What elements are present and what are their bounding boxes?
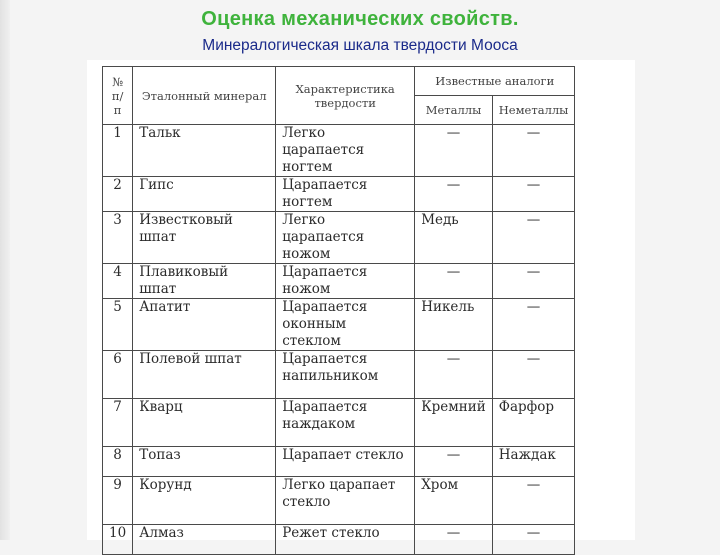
row-number: 1 <box>103 125 133 177</box>
slide-subtitle: Минералогическая шкала твердости Мооса <box>202 37 518 54</box>
table-row <box>103 264 575 299</box>
slide-title: Оценка механических свойств. <box>201 8 519 30</box>
row-nonmetals: — <box>492 351 575 399</box>
row-characteristic: Царапается наждаком <box>276 399 415 447</box>
row-characteristic: Царапается ногтем <box>276 177 415 212</box>
row-characteristic: Легко царапается ногтем <box>276 125 415 177</box>
row-mineral: Плавиковый шпат <box>133 264 276 299</box>
table-row <box>103 399 575 447</box>
row-characteristic: Легко царапается ножом <box>276 212 415 264</box>
table-row <box>103 177 575 212</box>
row-number: 3 <box>103 212 133 264</box>
row-nonmetals: — <box>492 177 575 212</box>
header-metals: Металлы <box>415 96 493 125</box>
row-metals: — <box>415 525 493 555</box>
row-nonmetals: — <box>492 299 575 351</box>
row-nonmetals: — <box>492 212 575 264</box>
row-number: 8 <box>103 447 133 477</box>
row-metals: Хром <box>415 477 493 525</box>
row-number: 5 <box>103 299 133 351</box>
row-number: 2 <box>103 177 133 212</box>
row-metals: — <box>415 264 493 299</box>
row-metals: — <box>415 351 493 399</box>
header-number: № п/п <box>103 67 133 125</box>
table-row <box>103 351 575 399</box>
row-metals: Никель <box>415 299 493 351</box>
table-row <box>103 447 575 477</box>
row-metals: — <box>415 447 493 477</box>
header-analogs: Известные аналоги <box>415 67 575 96</box>
row-characteristic: Царапается оконным стеклом <box>276 299 415 351</box>
row-characteristic: Царапает стекло <box>276 447 415 477</box>
left-decor-bar <box>0 0 10 540</box>
row-mineral: Кварц <box>133 399 276 447</box>
row-metals: Медь <box>415 212 493 264</box>
row-characteristic: Режет стекло <box>276 525 415 555</box>
row-number: 4 <box>103 264 133 299</box>
table-row <box>103 212 575 264</box>
row-number: 10 <box>103 525 133 555</box>
row-mineral: Топаз <box>133 447 276 477</box>
header-mineral: Эталонный минерал <box>133 67 276 125</box>
row-nonmetals: — <box>492 525 575 555</box>
row-mineral: Тальк <box>133 125 276 177</box>
row-nonmetals: Фарфор <box>492 399 575 447</box>
row-nonmetals: — <box>492 264 575 299</box>
row-characteristic: Царапается ножом <box>276 264 415 299</box>
row-characteristic: Царапается напильником <box>276 351 415 399</box>
row-number: 9 <box>103 477 133 525</box>
row-metals: — <box>415 177 493 212</box>
table-row <box>103 477 575 525</box>
row-number: 6 <box>103 351 133 399</box>
mohs-hardness-table <box>102 66 575 555</box>
row-metals: — <box>415 125 493 177</box>
row-mineral: Корунд <box>133 477 276 525</box>
row-mineral: Гипс <box>133 177 276 212</box>
row-nonmetals: — <box>492 125 575 177</box>
header-characteristic: Характеристика твердости <box>276 67 415 125</box>
row-mineral: Полевой шпат <box>133 351 276 399</box>
row-mineral: Апатит <box>133 299 276 351</box>
row-mineral: Известковый шпат <box>133 212 276 264</box>
row-number: 7 <box>103 399 133 447</box>
header-nonmetals: Неметаллы <box>492 96 575 125</box>
table-row <box>103 299 575 351</box>
table-body <box>103 125 575 555</box>
row-nonmetals: — <box>492 477 575 525</box>
row-metals: Кремний <box>415 399 493 447</box>
table-row <box>103 125 575 177</box>
row-mineral: Алмаз <box>133 525 276 555</box>
row-nonmetals: Наждак <box>492 447 575 477</box>
row-characteristic: Легко царапает стекло <box>276 477 415 525</box>
